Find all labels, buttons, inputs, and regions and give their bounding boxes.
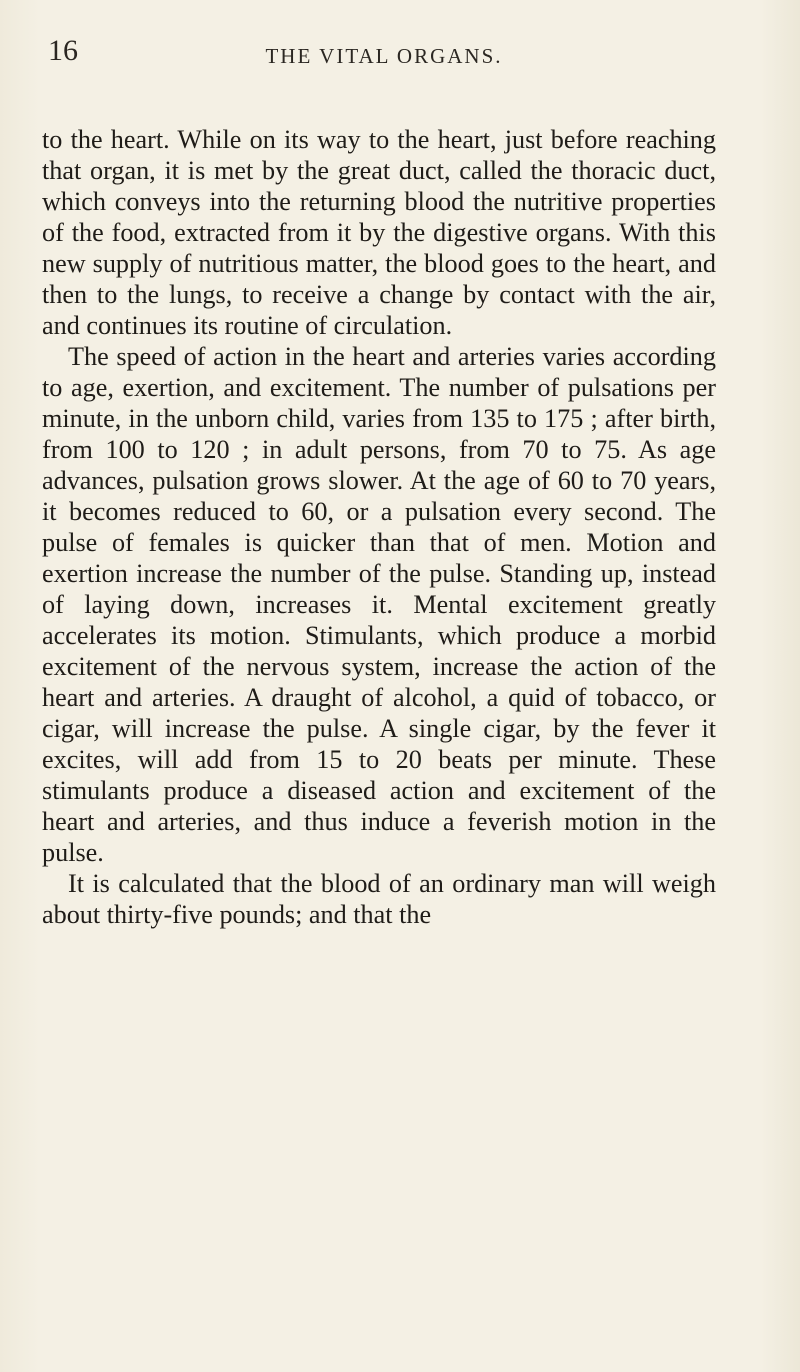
paragraph-2: The speed of action in the heart and arteries varies according to age, exertion, and excitement. The number of pulsations per minute, in the unborn child, varies from 135 to 175 ; after birth, from 100 to 120 ; in adult persons, from 70 to 75. As age advances, pulsation grows slower. At the age of 60 to 70 years, it becomes reduced to 60, or a pulsation every second. The pulse of females is quicker than that of men. Motion and exertion increase the number of the pulse. Standing up, instead of laying down, increases it. Mental excitement greatly accelerates its motion. Stimulants, which produce a morbid excitement of the nervous system, increase the action of the heart and arteries. A draught of alcohol, a quid of tobacco, or cigar, will increase the pulse. A single cigar, by the fever it excites, will add from 15 to 20 beats per minute. These stimulants produce a diseased action and excitement of the heart and arteries, and thus induce a feverish motion in the pulse. bbox=[42, 342, 716, 867]
page-number: 16 bbox=[48, 34, 78, 67]
paragraph-3: It is calculated that the blood of an ordinary man will weigh about thirty-five pounds; and that the bbox=[42, 869, 716, 929]
running-title: THE VITAL ORGANS. bbox=[265, 44, 503, 68]
paragraph-1: to the heart. While on its way to the heart, just before reaching that organ, it is met by the great duct, called the thoracic duct, which conveys into the returning blood the nutritive properties of the food, extracted from it by the digestive organs. With this new supply of nutritious matter, the blood goes to the heart, and then to the lungs, to receive a change by contact with the air, and continues its routine of circulation. bbox=[42, 125, 716, 340]
body-text bbox=[42, 124, 716, 930]
page-header bbox=[48, 36, 708, 76]
